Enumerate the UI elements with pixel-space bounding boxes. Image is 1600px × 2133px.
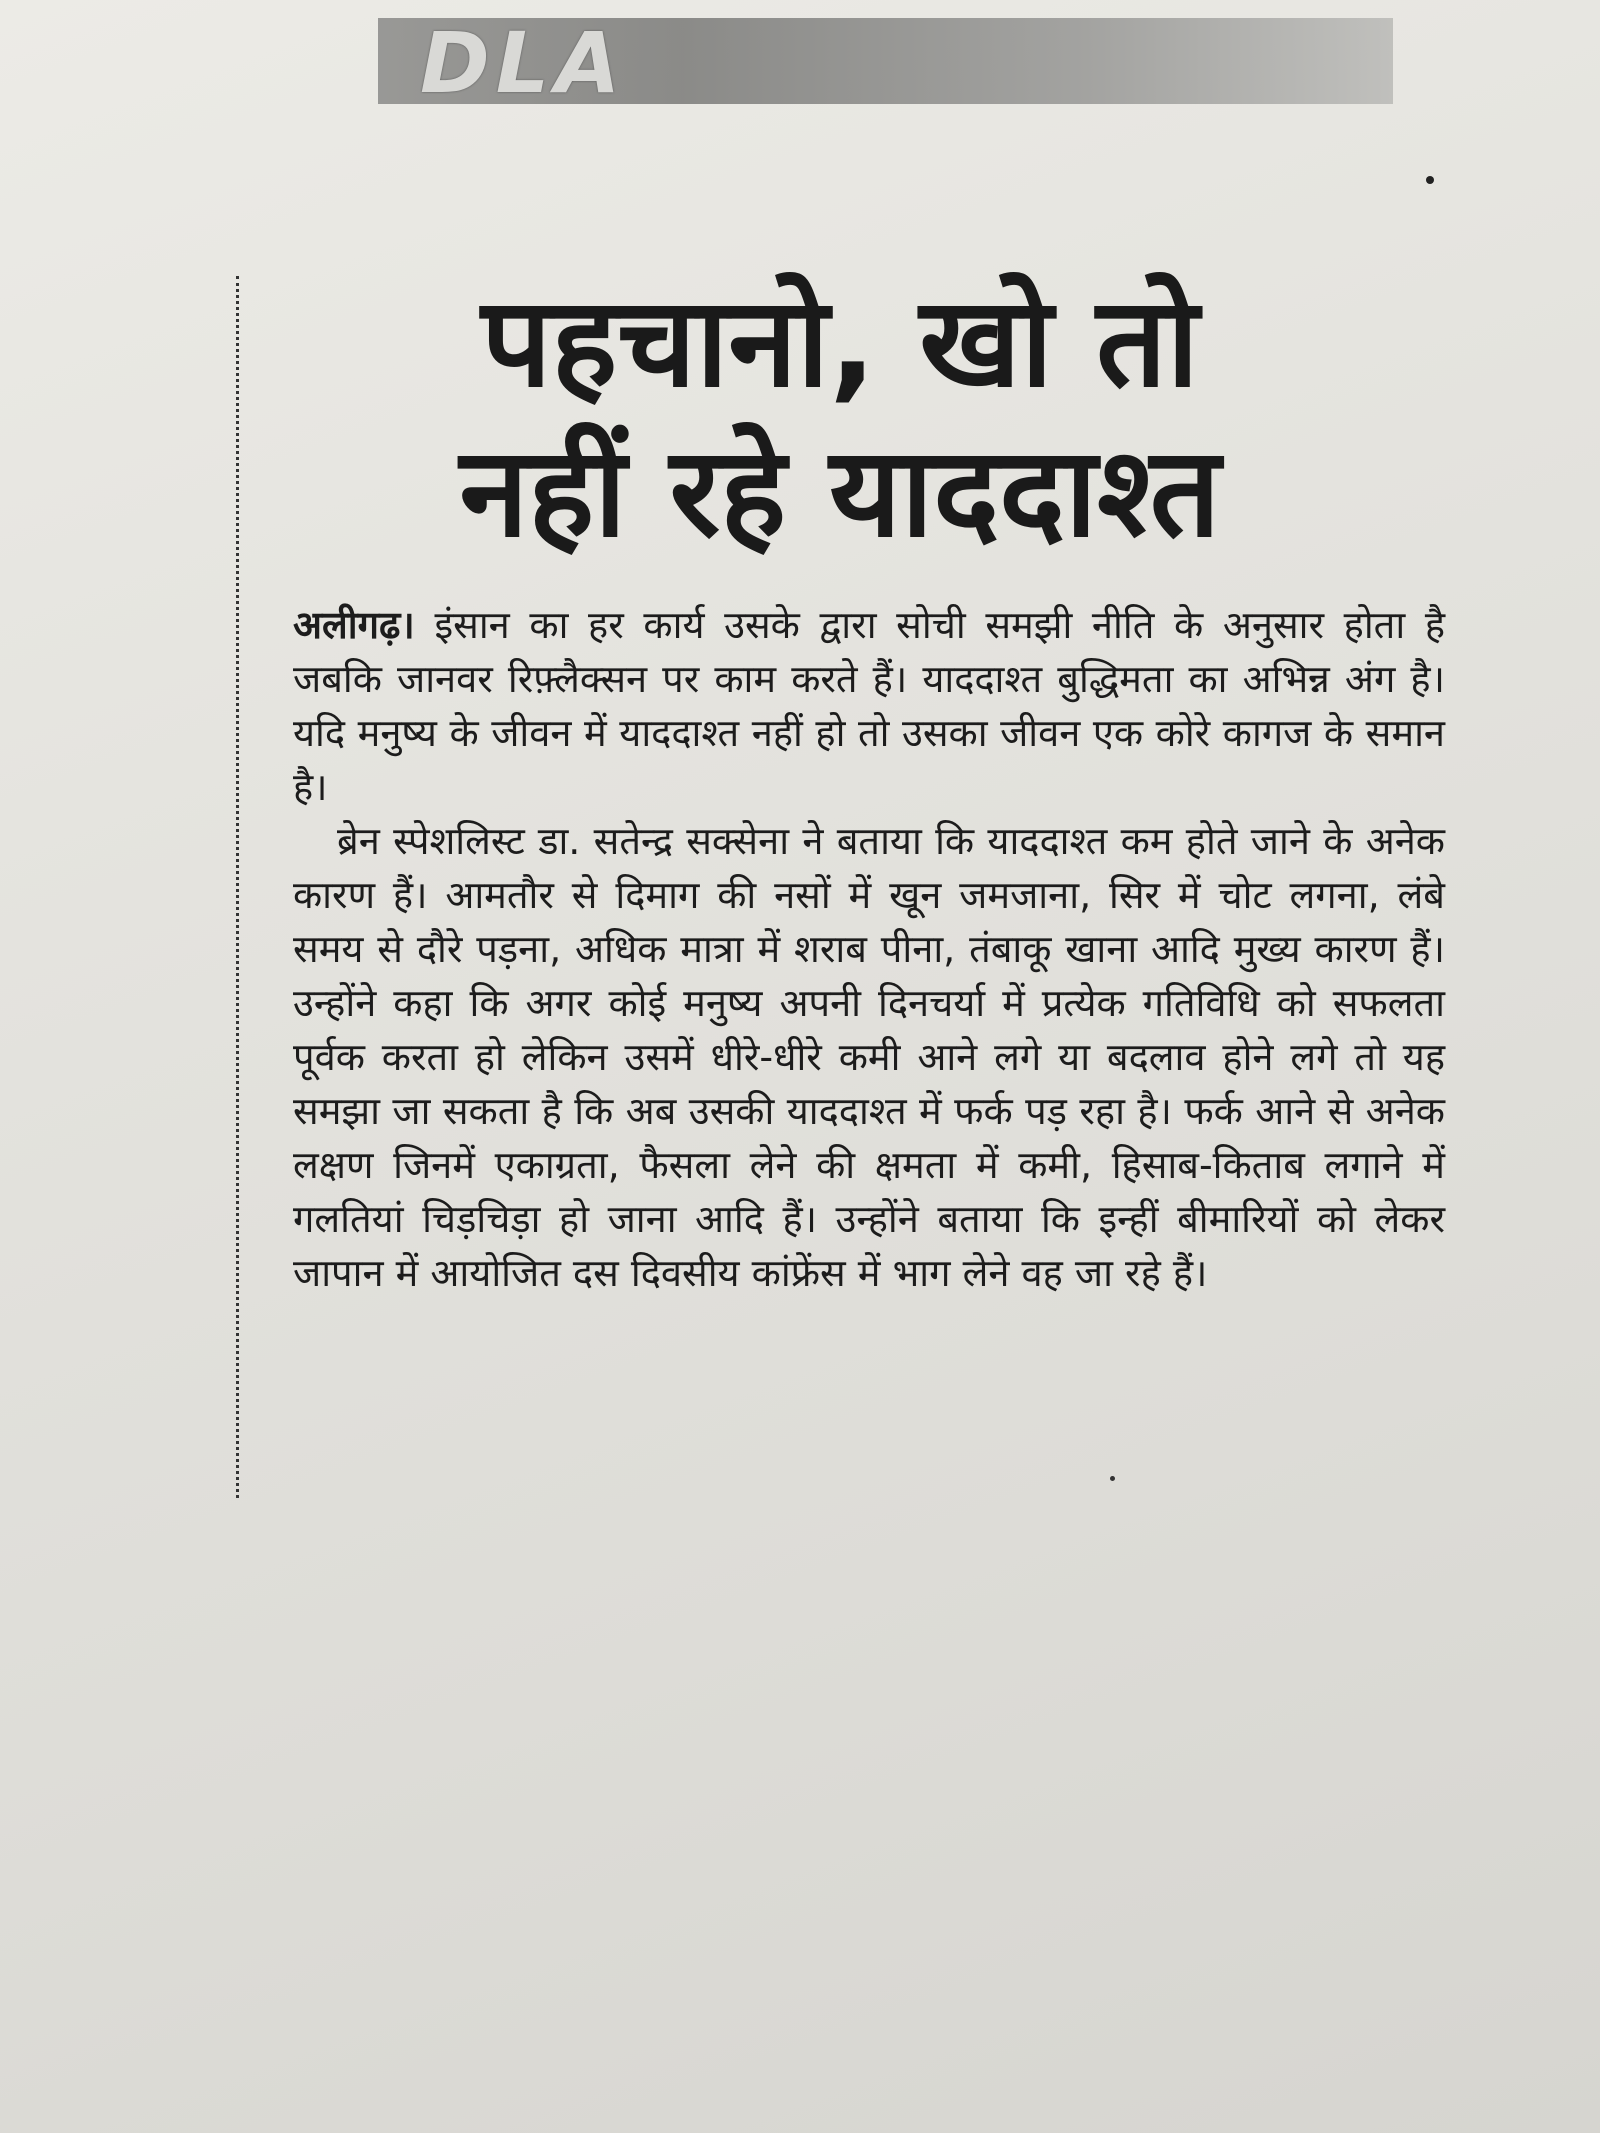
article-body bbox=[293, 598, 1445, 1300]
article-headline bbox=[300, 268, 1380, 568]
headline-line-1: पहचानो, खो तो bbox=[481, 271, 1199, 415]
article-paragraph-1 bbox=[293, 598, 1445, 814]
dateline: अलीगढ़। bbox=[293, 603, 415, 647]
paragraph-1-text: इंसान का हर कार्य उसके द्वारा सोची समझी नीति के अनुसार होता है जबकि जानवर रिफ़्लैक्सन पर काम करते हैं। याददाश्त बुद्धिमता का अभिन्न अंग है। यदि मनुष्य के जीवन में याददाश्त नहीं हो तो उसका जीवन एक कोरे कागज के समान है। bbox=[293, 603, 1445, 809]
masthead-logo: DLA bbox=[420, 14, 627, 112]
headline-line-2: नहीं रहे याददाश्त bbox=[459, 421, 1221, 565]
column-divider bbox=[236, 276, 239, 1498]
print-speck bbox=[1110, 1476, 1115, 1481]
print-mark bbox=[1426, 176, 1434, 184]
article-paragraph-2: ब्रेन स्पेशलिस्ट डा. सतेन्द्र सक्सेना ने बताया कि याददाश्त कम होते जाने के अनेक कारण हैं। आमतौर से दिमाग की नसों में खून जमजाना, सिर में चोट लगना, लंबे समय से दौरे पड़ना, अधिक मात्रा में शराब पीना, तंबाकू खाना आदि मुख्य कारण हैं। उन्होंने कहा कि अगर कोई मनुष्य अपनी दिनचर्या में प्रत्येक गतिविधि को सफलता पूर्वक करता हो लेकिन उसमें धीरे-धीरे कमी आने लगे या बदलाव होने लगे तो यह समझा जा सकता है कि अब उसकी याददाश्त में फर्क पड़ रहा है। फर्क आने से अनेक लक्षण जिनमें एकाग्रता, फैसला लेने की क्षमता में कमी, हिसाब-किताब लगाने में गलतियां चिड़चिड़ा हो जाना आदि हैं। उन्होंने बताया कि इन्हीं बीमारियों को लेकर जापान में आयोजित दस दिवसीय कांफ्रेंस में भाग लेने वह जा रहे हैं। bbox=[293, 819, 1445, 1295]
